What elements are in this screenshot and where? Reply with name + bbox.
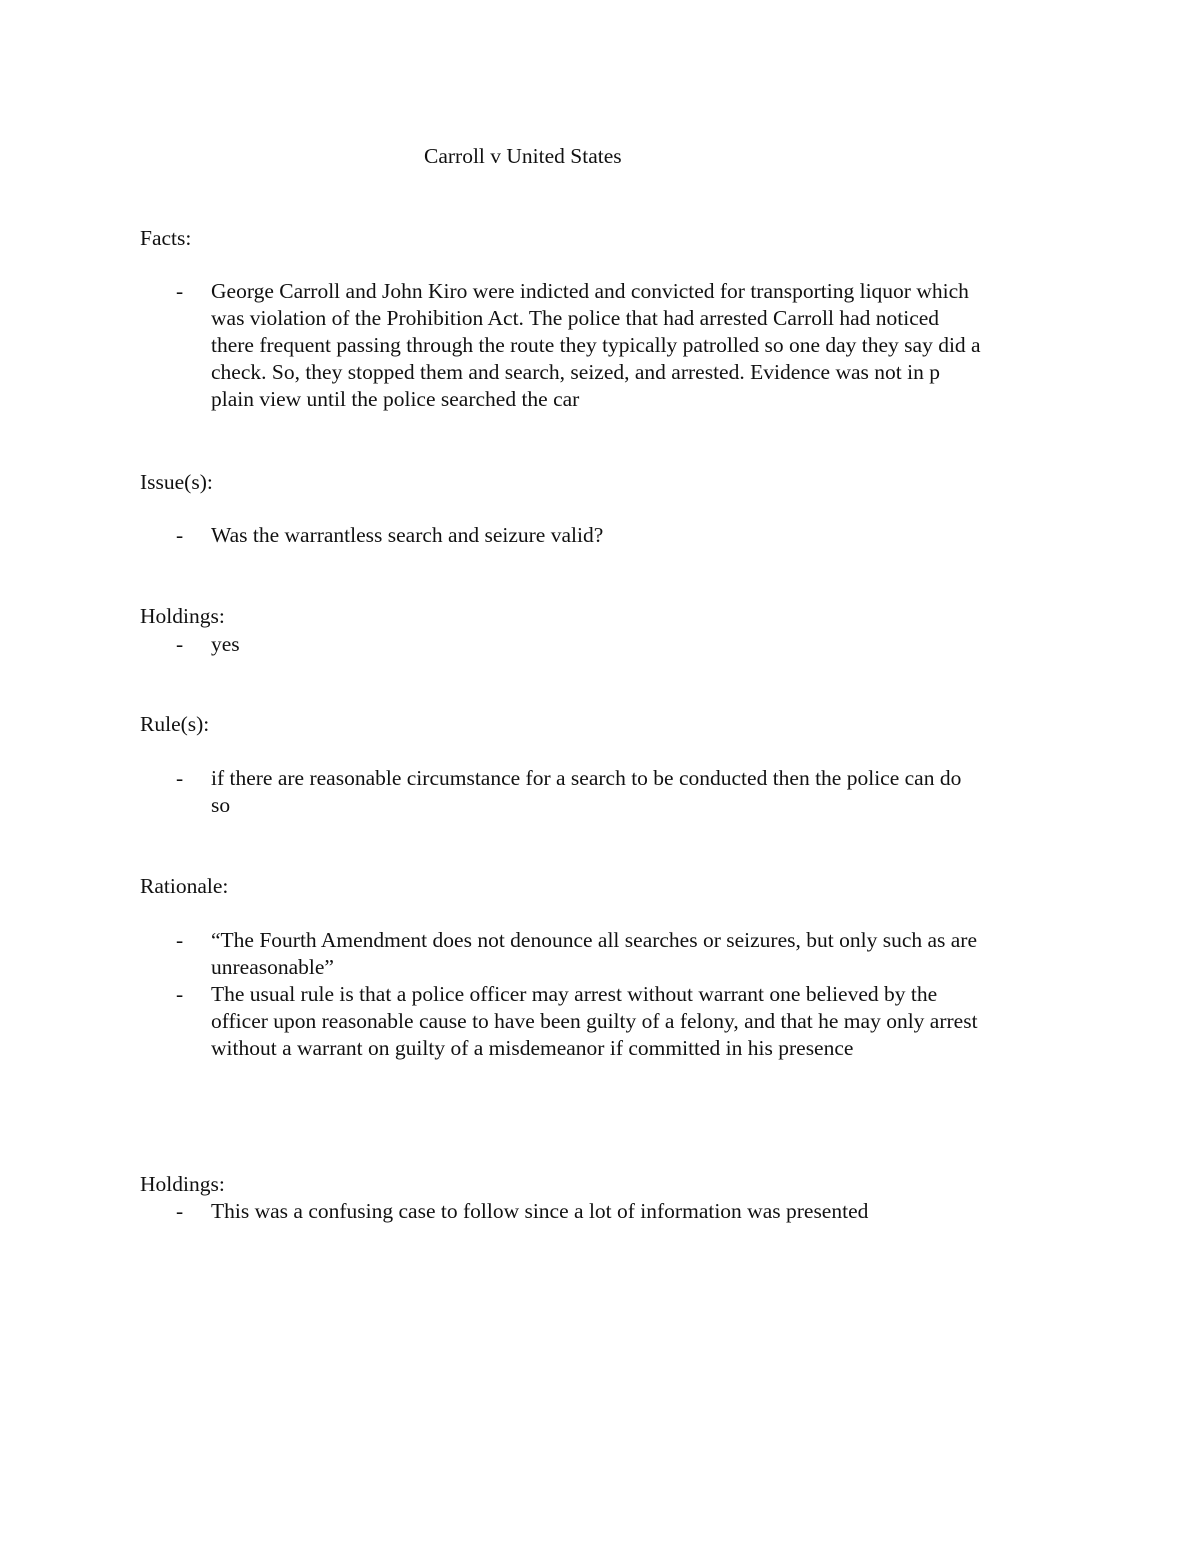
text-line: yes [211, 632, 240, 656]
bullet-dash: - [176, 1199, 184, 1223]
text-line: This was a confusing case to follow since a lot of information was presented [211, 1199, 869, 1223]
holdings-text [211, 631, 1076, 658]
bullet-dash: - [176, 279, 184, 303]
text-line: was violation of the Prohibition Act. The police that had arrested Carroll had noticed [211, 306, 940, 330]
bullet-dash: - [176, 523, 184, 547]
text-line: “The Fourth Amendment does not denounce all searches or seizures, but only such as are [211, 928, 978, 952]
bullet-dash: - [176, 982, 184, 1006]
facts-heading: Facts: [140, 226, 192, 250]
text-line: officer upon reasonable cause to have been guilty of a felony, and that he may only arrest [211, 1009, 978, 1033]
rules-text [211, 765, 1076, 819]
text-line: Was the warrantless search and seizure valid? [211, 523, 604, 547]
issues-heading: Issue(s): [140, 470, 213, 494]
document-title: Carroll v United States [424, 144, 622, 168]
rationale-list-item [176, 927, 1076, 981]
text-line: so [211, 793, 231, 817]
text-line: plain view until the police searched the car [211, 387, 580, 411]
facts-text [211, 278, 1076, 413]
text-line: without a warrant on guilty of a misdemeanor if committed in his presence [211, 1036, 854, 1060]
text-line: there frequent passing through the route they typically patrolled so one day they say did a [211, 333, 981, 357]
rationale-heading: Rationale: [140, 874, 229, 898]
rationale-list-item [176, 981, 1076, 1062]
rationale-text [211, 981, 1076, 1062]
issues-text [211, 522, 1076, 549]
holdings-2-list-item [176, 1198, 1076, 1225]
bullet-dash: - [176, 632, 184, 656]
holdings-heading-2: Holdings: [140, 1172, 225, 1196]
text-line: check. So, they stopped them and search, seized, and arrested. Evidence was not in p [211, 360, 940, 384]
rules-list-item [176, 765, 1076, 819]
issues-list-item [176, 522, 1076, 549]
facts-list-item [176, 278, 1076, 413]
bullet-dash: - [176, 766, 184, 790]
text-line: George Carroll and John Kiro were indicted and convicted for transporting liquor which [211, 279, 969, 303]
holdings-list-item [176, 631, 1076, 658]
holdings-heading: Holdings: [140, 604, 225, 628]
holdings-2-text [211, 1198, 1076, 1225]
rationale-text [211, 927, 1076, 981]
rules-heading: Rule(s): [140, 712, 210, 736]
text-line: The usual rule is that a police officer may arrest without warrant one believed by the [211, 982, 938, 1006]
text-line: if there are reasonable circumstance for a search to be conducted then the police can do [211, 766, 962, 790]
bullet-dash: - [176, 928, 184, 952]
text-line: unreasonable” [211, 955, 334, 979]
